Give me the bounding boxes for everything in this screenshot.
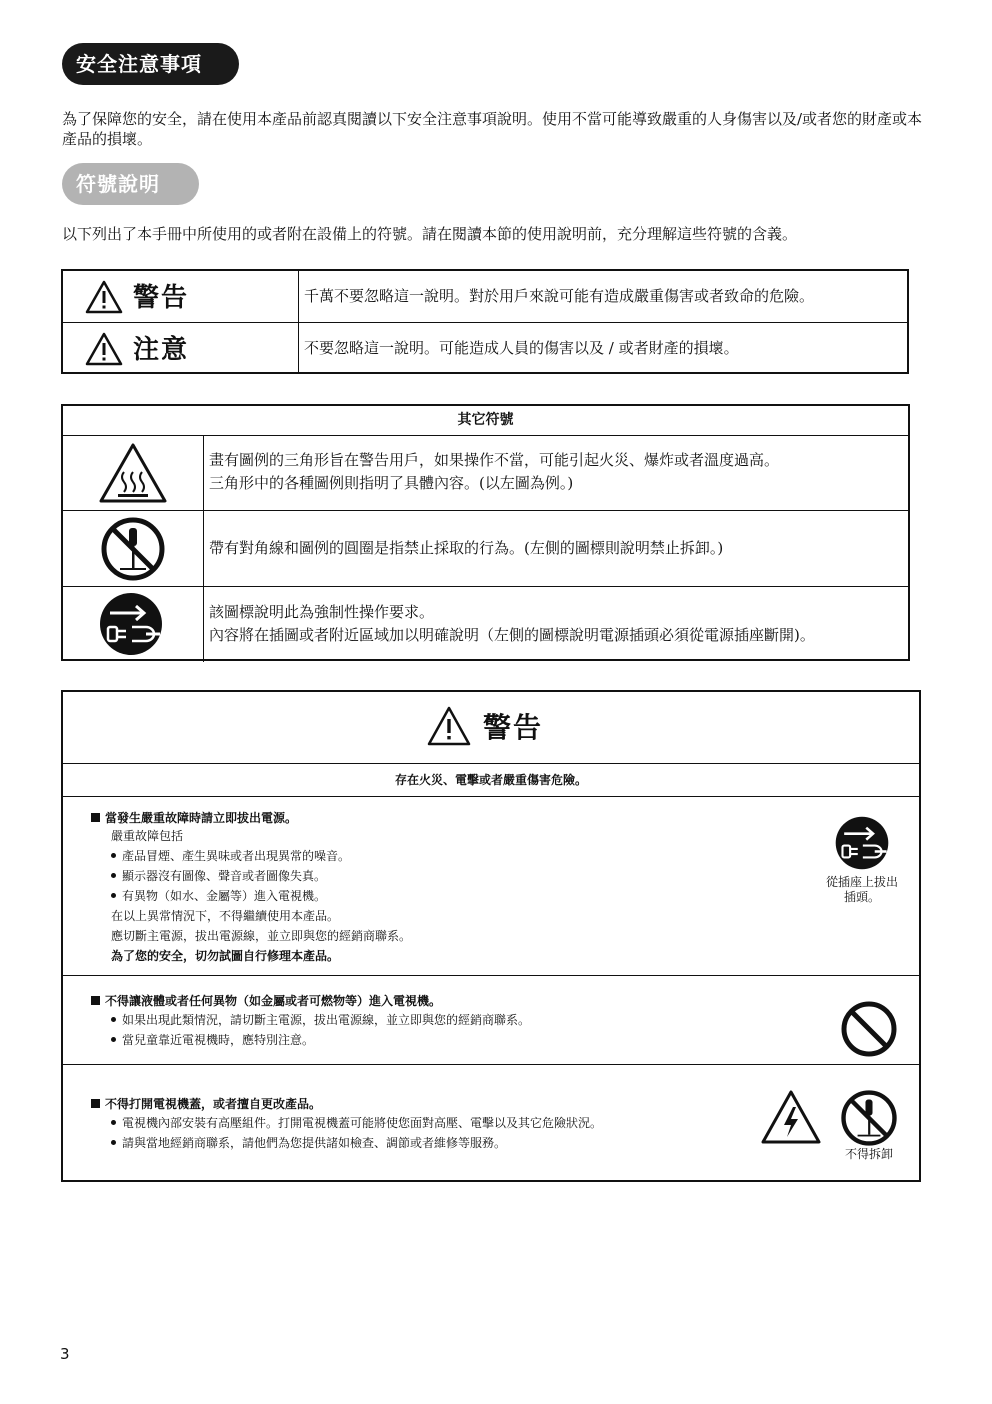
other-symbol-row [63, 435, 908, 511]
warning-description: 千萬不要忽略這一說明。對於用戶來說可能有造成嚴重傷害或者致命的危險。 [304, 287, 815, 305]
no-disassembly-icon [840, 1089, 898, 1147]
section-heading: 當發生嚴重故障時請立即拔出電源。 [91, 809, 297, 826]
symbol-row-caution [63, 323, 907, 374]
unplug-line-1: 該圖標說明此為強制性操作要求。 [209, 603, 435, 621]
section-heading: 不得打開電視機蓋，或者擅自更改產品。 [91, 1095, 321, 1112]
symbol-row-warning [63, 271, 907, 323]
other-symbol-row [63, 587, 908, 662]
warning-triangle-icon [85, 280, 123, 314]
hot-surface-warning-icon [98, 442, 168, 504]
section-bullet: 顯示器沒有圖像、聲音或者圖像失真。 [111, 866, 326, 886]
caution-label: 注意 [133, 335, 190, 365]
unplug-caption: 從插座上拔出 插頭。 [825, 875, 898, 904]
symbols-intro: 以下列出了本手冊中所使用的或者附在設備上的符號。請在閱讀本節的使用說明前，充分理解這些符號的含義。 [62, 225, 798, 243]
no-disassembly-line-1: 帶有對角線和圖例的圓圈是指禁止採取的行為。(左側的圖標則說明禁止拆卸。) [209, 539, 724, 557]
unplug-line-2: 內容將在插圖或者附近區域加以明確說明（左側的圖標說明電源插頭必須從電源插座斷開)。 [209, 626, 815, 644]
section-title-safety: 安全注意事項 [62, 43, 239, 85]
symbol-table [61, 269, 909, 374]
section-line: 嚴重故障包括 [111, 829, 184, 843]
no-disassembly-icon [100, 516, 166, 582]
section-line: 為了您的安全，切勿試圖自行修理本產品。 [111, 949, 340, 963]
section-bullet: 請與當地經銷商聯系，請他們為您提供諸如檢查、調節或者維修等服務。 [111, 1133, 506, 1153]
warning-label: 警告 [133, 283, 190, 313]
high-voltage-warning-icon [760, 1089, 822, 1145]
warning-section [63, 797, 919, 976]
section-bullet: 如果出現此類情況，請切斷主電源，拔出電源線，並立即與您的經銷商聯系。 [111, 1010, 530, 1030]
warning-box [61, 690, 921, 1182]
unplug-icon [834, 815, 890, 871]
section-bullet: 當兒童靠近電視機時，應特別注意。 [111, 1030, 314, 1050]
section-heading: 不得讓液體或者任何異物（如金屬或者可燃物等）進入電視機。 [91, 992, 441, 1009]
warning-box-subtitle: 存在火災、電擊或者嚴重傷害危險。 [63, 764, 919, 797]
warning-section [63, 1065, 919, 1180]
caution-triangle-icon [85, 332, 123, 366]
other-symbol-row [63, 511, 908, 587]
intro-paragraph: 為了保障您的安全，請在使用本產品前認真閱讀以下安全注意事項說明。使用不當可能導致嚴重的人身傷害以及/或者您的財產或本產品的損壞。 [62, 110, 923, 148]
no-disassembly-caption: 不得拆卸 [844, 1147, 893, 1161]
prohibition-icon [840, 1000, 898, 1058]
unplug-icon [98, 591, 164, 657]
caution-description: 不要忽略這一說明。可能造成人員的傷害以及 / 或者財產的損壞。 [304, 339, 739, 357]
hot-symbol-line-1: 畫有圖例的三角形旨在警告用戶，如果操作不當，可能引起火災、爆炸或者溫度過高。 [209, 451, 780, 469]
section-bullet: 電視機內部安裝有高壓組件。打開電視機蓋可能將使您面對高壓、電擊以及其它危險狀況。 [111, 1113, 602, 1133]
section-line: 在以上異常情況下，不得繼續使用本產品。 [111, 909, 340, 923]
warning-triangle-icon [427, 706, 471, 746]
other-symbols-header: 其它符號 [63, 406, 908, 436]
page-number: 3 [60, 1345, 70, 1363]
warning-box-title: 警告 [483, 711, 544, 744]
section-line: 應切斷主電源，拔出電源線，並立即與您的經銷商聯系。 [111, 929, 412, 943]
section-title-symbols: 符號說明 [62, 163, 199, 205]
hot-symbol-line-2: 三角形中的各種圖例則指明了具體內容。(以左圖為例。) [209, 474, 574, 492]
section-bullet: 產品冒煙、產生異味或者出現異常的噪音。 [111, 846, 350, 866]
warning-section [63, 976, 919, 1065]
other-symbols-table [61, 404, 910, 661]
section-bullet: 有異物（如水、金屬等）進入電視機。 [111, 886, 326, 906]
